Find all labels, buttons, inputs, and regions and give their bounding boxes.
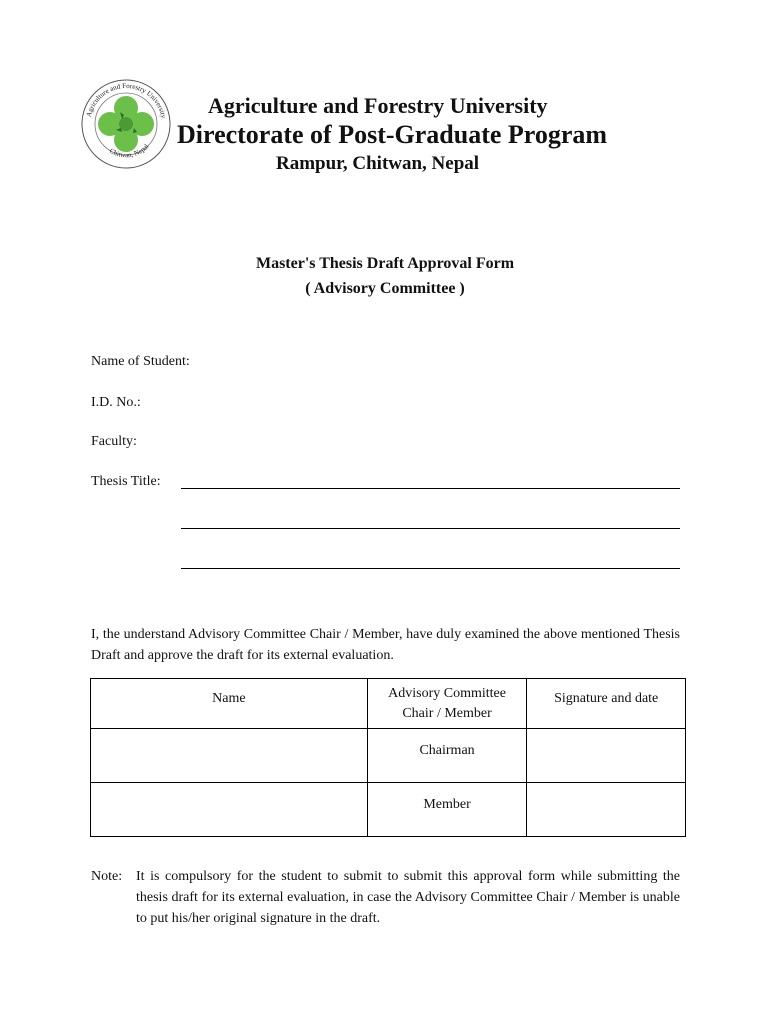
faculty-label: Faculty:: [91, 434, 137, 449]
id-no-label: I.D. No.:: [91, 395, 141, 410]
university-name: Agriculture and Forestry University: [208, 93, 548, 118]
declaration-text: I, the understand Advisory Committee Chair / Member, have duly examined the above mentioned Thesis Draft and approve the draft for its external evaluation.: [91, 627, 680, 663]
note-text: It is compulsory for the student to submit to submit this approval form while submitting the thesis draft for its external evaluation, in case the Advisory Committee Chair / Member is unable to put his/her original signature in the draft.: [136, 869, 680, 926]
header-name: Name: [91, 679, 368, 729]
svg-text:Agriculture and Forestry Unive: Agriculture and Forestry University: [84, 81, 168, 119]
member-name-cell[interactable]: [91, 783, 368, 837]
student-name-label: Name of Student:: [91, 354, 190, 369]
member-role-cell: Member: [367, 783, 527, 837]
header-role: Advisory Committee Chair / Member: [367, 679, 527, 729]
table-row: [91, 783, 686, 837]
thesis-title-line-2[interactable]: [181, 528, 680, 529]
location: Rampur, Chitwan, Nepal: [276, 153, 480, 174]
thesis-title-line-3[interactable]: [181, 568, 680, 569]
table-row: [91, 729, 686, 783]
note-label: Note:: [91, 869, 123, 884]
chairman-role-cell: Chairman: [367, 729, 527, 783]
thesis-title-label: Thesis Title:: [91, 474, 161, 489]
chairman-name-cell[interactable]: [91, 729, 368, 783]
header-signature: Signature and date: [527, 679, 686, 729]
svg-text:Chitwan, Nepal: Chitwan, Nepal: [107, 142, 151, 160]
university-logo: [80, 78, 172, 170]
chairman-signature-cell[interactable]: [527, 729, 686, 783]
thesis-title-line-1[interactable]: [181, 488, 680, 489]
form-subtitle: ( Advisory Committee ): [305, 280, 465, 297]
committee-table: [90, 678, 686, 837]
member-signature-cell[interactable]: [527, 783, 686, 837]
table-header-row: [91, 679, 686, 729]
form-title: Master's Thesis Draft Approval Form: [255, 255, 515, 272]
directorate-title: Directorate of Post-Graduate Program: [177, 120, 608, 149]
